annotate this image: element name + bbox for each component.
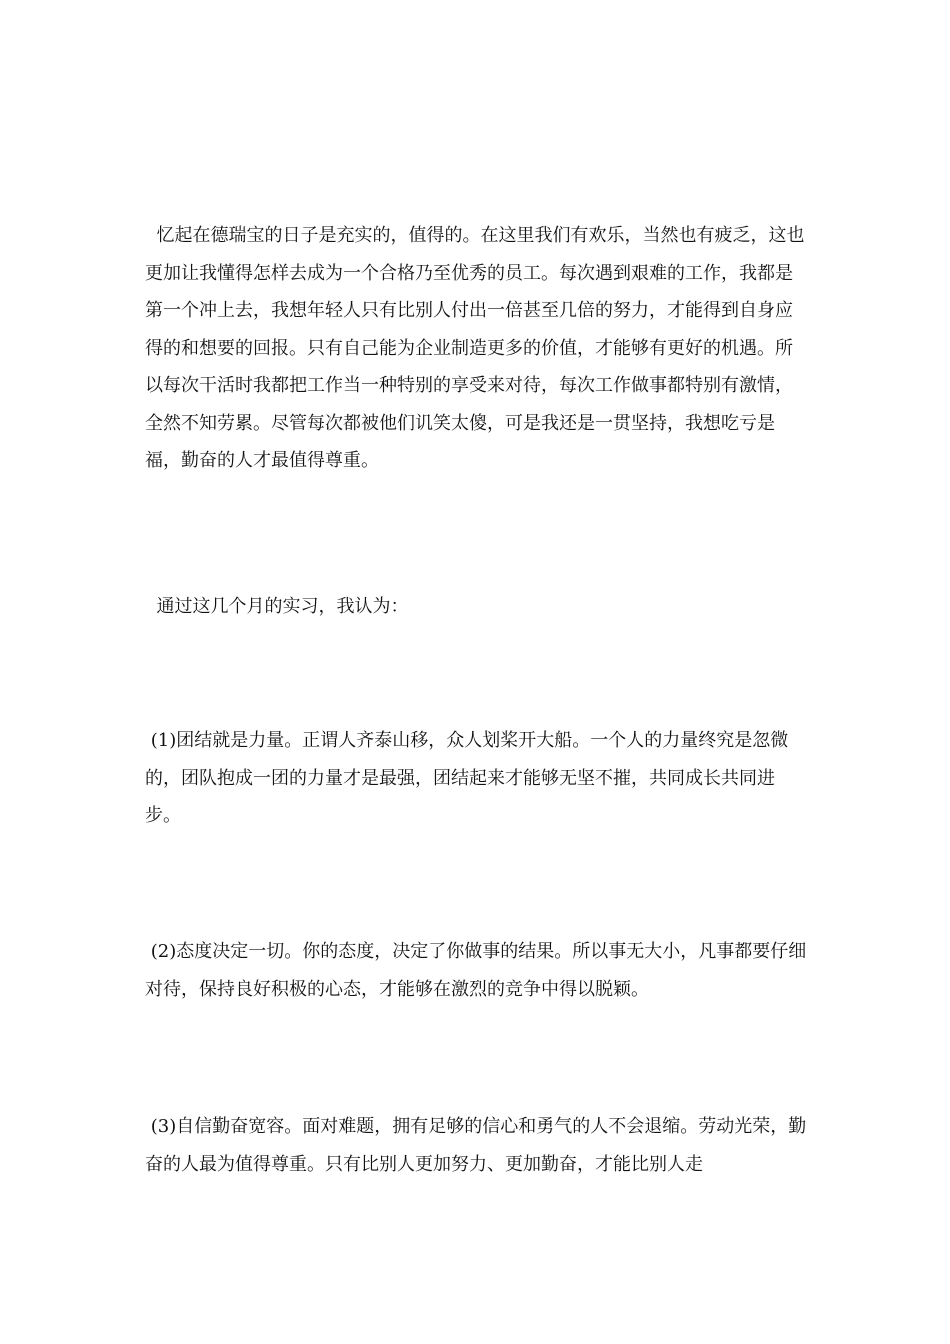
paragraph-reflection: 忆起在德瑞宝的日子是充实的，值得的。在这里我们有欢乐，当然也有疲乏，这也更加让我懂得怎样去成为一个合格乃至优秀的员工。每次遇到艰难的工作，我都是第一个冲上去，我想年轻人只有比别人付出一倍甚至几倍的努力，才能得到自身应得的和想要的回报。只有自己能为企业制造更多的价值，才能够有更好的机遇。所以每次干活时我都把工作当一种特别的享受来对待，每次工作做事都特别有激情，全然不知劳累。尽管每次都被他们讥笑太傻，可是我还是一贯坚持，我想吃亏是福，勤奋的人才最值得尊重。 [145, 225, 805, 471]
paragraph-point-3: (3)自信勤奋宽容。面对难题，拥有足够的信心和勇气的人不会退缩。劳动光荣，勤奋的人最为值得尊重。只有比别人更加努力、更加勤奋，才能比别人走 [145, 1116, 807, 1175]
paragraph-point-1: (1)团结就是力量。正谓人齐泰山移，众人划桨开大船。一个人的力量终究是忽微的，团队抱成一团的力量才是最强，团结起来才能够无坚不摧，共同成长共同进步。 [145, 730, 789, 826]
paragraph-intro: 通过这几个月的实习，我认为： [145, 596, 409, 617]
paragraph-point-2: (2)态度决定一切。你的态度，决定了你做事的结果。所以事无大小，凡事都要仔细对待，保持良好积极的心态，才能够在激烈的竞争中得以脱颖。 [145, 941, 807, 1000]
